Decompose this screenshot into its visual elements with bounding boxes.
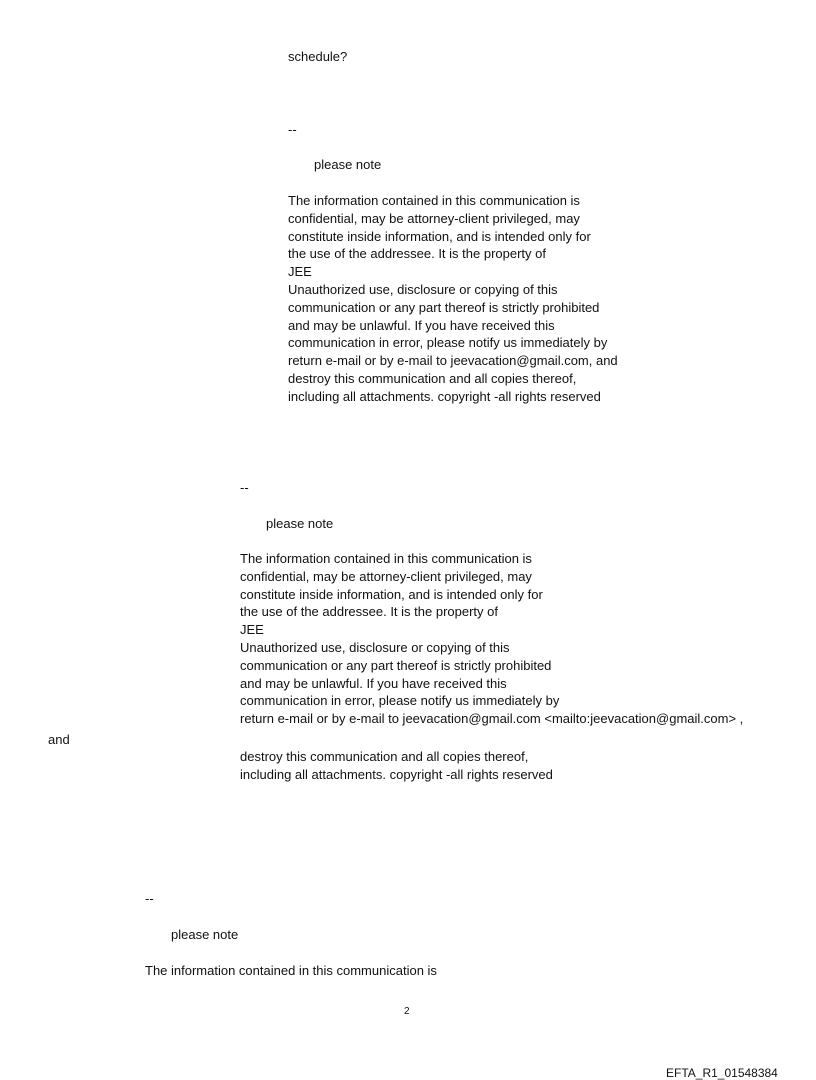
notice-line: return e-mail or by e-mail to jeevacation@gmail.com, and xyxy=(288,353,618,369)
notice-line: destroy this communication and all copies thereof, xyxy=(288,370,577,386)
notice-line: JEE xyxy=(288,264,312,280)
notice-line: communication in error, please notify us immediately by xyxy=(240,693,560,709)
document-id: EFTA_R1_01548384 xyxy=(666,1066,778,1080)
notice-line: constitute inside information, and is intended only for xyxy=(240,586,543,602)
notice-line: confidential, may be attorney-client privileged, may xyxy=(240,568,532,584)
note-heading: please note xyxy=(314,157,382,172)
schedule-text: schedule? xyxy=(288,49,348,64)
wrapped-text: and xyxy=(48,732,70,747)
note-heading: please note xyxy=(266,516,334,531)
notice-line: JEE xyxy=(240,622,264,638)
notice-line: communication or any part thereof is strictly prohibited xyxy=(288,299,600,315)
notice-line: The information contained in this communication is xyxy=(288,193,580,208)
notice-line: and may be unlawful. If you have received this xyxy=(288,317,555,333)
note-heading: please note xyxy=(171,927,239,942)
notice-line: The information contained in this communication is xyxy=(240,551,532,566)
notice-line: including all attachments. copyright -all rights reserved xyxy=(240,766,553,782)
page-number: 2 xyxy=(404,1006,410,1017)
notice-line: destroy this communication and all copies thereof, xyxy=(240,749,529,764)
notice-line: confidential, may be attorney-client privileged, may xyxy=(288,210,580,226)
notice-line: Unauthorized use, disclosure or copying of this xyxy=(240,639,510,655)
confidentiality-notice xyxy=(240,550,743,728)
notice-line: constitute inside information, and is intended only for xyxy=(288,228,591,244)
notice-line: return e-mail or by e-mail to jeevacation@gmail.com <mailto:jeevacation@gmail.com> , xyxy=(240,711,744,727)
notice-line: communication or any part thereof is strictly prohibited xyxy=(240,657,552,673)
notice-line: and may be unlawful. If you have received this xyxy=(240,675,507,691)
notice-line: Unauthorized use, disclosure or copying of this xyxy=(288,281,558,297)
notice-line: the use of the addressee. It is the property of xyxy=(240,604,498,620)
notice-line: The information contained in this communication is xyxy=(145,963,437,978)
confidentiality-notice xyxy=(288,192,618,406)
separator: -- xyxy=(145,891,154,906)
separator: -- xyxy=(240,480,249,495)
notice-line: including all attachments. copyright -all rights reserved xyxy=(288,388,601,404)
confidentiality-notice-end xyxy=(240,748,553,784)
notice-line: communication in error, please notify us immediately by xyxy=(288,335,608,351)
notice-line: the use of the addressee. It is the property of xyxy=(288,246,546,262)
separator: -- xyxy=(288,122,297,137)
